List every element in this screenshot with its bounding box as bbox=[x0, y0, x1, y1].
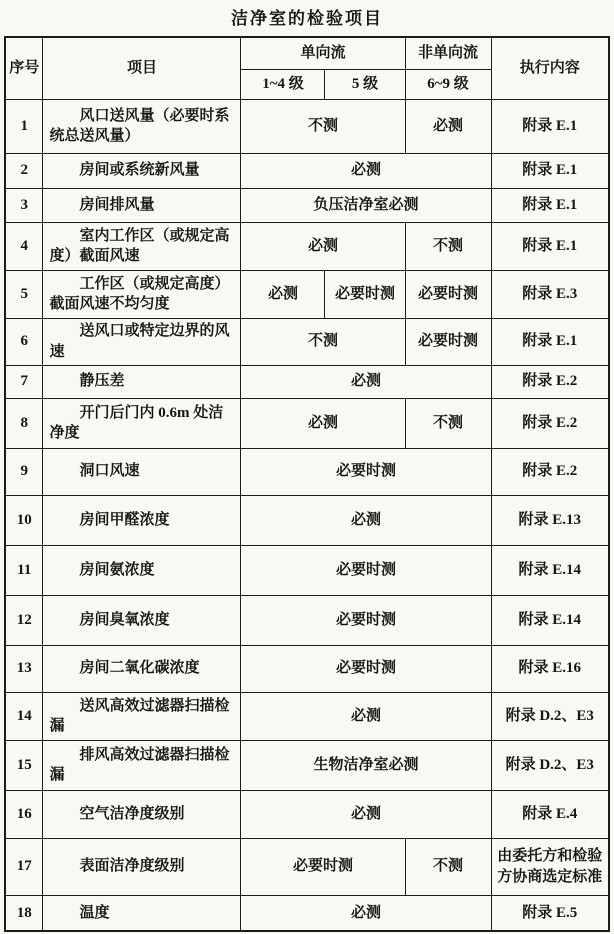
item-name-cell: 房间排风量 bbox=[43, 188, 241, 222]
item-name-cell: 房间甲醛浓度 bbox=[43, 495, 241, 545]
test-requirement-cell: 必要时测 bbox=[241, 545, 491, 595]
table-title: 洁净室的检验项目 bbox=[231, 9, 383, 28]
table-row bbox=[5, 495, 609, 545]
item-name-cell: 房间臭氧浓度 bbox=[43, 595, 241, 645]
table-row bbox=[5, 545, 609, 595]
appendix-ref-cell: 由委托方和检验方协商选定标准 bbox=[491, 838, 609, 895]
test-requirement-cell: 必要时测 bbox=[241, 838, 405, 895]
row-number-cell: 17 bbox=[5, 838, 43, 895]
appendix-ref-cell: 附录 E.2 bbox=[491, 448, 609, 495]
row-number-cell: 2 bbox=[5, 153, 43, 188]
table-row bbox=[5, 222, 609, 270]
header-item: 项目 bbox=[43, 37, 241, 99]
appendix-ref-cell: 附录 E.1 bbox=[491, 99, 609, 153]
table-row bbox=[5, 838, 609, 895]
item-name-cell: 房间氨浓度 bbox=[43, 545, 241, 595]
test-requirement-cell: 必测 bbox=[241, 692, 491, 740]
item-name-cell: 洞口风速 bbox=[43, 448, 241, 495]
table-row bbox=[5, 645, 609, 692]
test-requirement-cell: 必测 bbox=[241, 495, 491, 545]
row-number-cell: 15 bbox=[5, 740, 43, 790]
appendix-ref-cell: 附录 E.2 bbox=[491, 365, 609, 398]
test-requirement-cell: 不测 bbox=[405, 838, 491, 895]
test-requirement-cell: 必要时测 bbox=[325, 270, 405, 318]
appendix-ref-cell: 附录 E.1 bbox=[491, 318, 609, 365]
appendix-ref-cell: 附录 E.5 bbox=[491, 895, 609, 931]
header-unidirectional: 单向流 bbox=[241, 37, 405, 69]
appendix-ref-cell: 附录 E.1 bbox=[491, 222, 609, 270]
row-number-cell: 13 bbox=[5, 645, 43, 692]
table-row bbox=[5, 790, 609, 838]
appendix-ref-cell: 附录 E.3 bbox=[491, 270, 609, 318]
test-requirement-cell: 不测 bbox=[405, 398, 491, 448]
test-requirement-cell: 必测 bbox=[241, 365, 491, 398]
appendix-ref-cell: 附录 E.1 bbox=[491, 188, 609, 222]
table-row bbox=[5, 99, 609, 153]
header-row-1 bbox=[5, 37, 609, 69]
row-number-cell: 9 bbox=[5, 448, 43, 495]
row-number-cell: 18 bbox=[5, 895, 43, 931]
inspection-table bbox=[4, 36, 610, 932]
appendix-ref-cell: 附录 E.16 bbox=[491, 645, 609, 692]
table-row bbox=[5, 270, 609, 318]
table-row bbox=[5, 895, 609, 931]
table-row bbox=[5, 595, 609, 645]
row-number-cell: 8 bbox=[5, 398, 43, 448]
row-number-cell: 4 bbox=[5, 222, 43, 270]
item-name-cell: 送风口或特定边界的风速 bbox=[43, 318, 241, 365]
item-name-cell: 风口送风量（必要时系统总送风量） bbox=[43, 99, 241, 153]
table-row bbox=[5, 448, 609, 495]
row-number-cell: 11 bbox=[5, 545, 43, 595]
test-requirement-cell: 不测 bbox=[241, 99, 405, 153]
appendix-ref-cell: 附录 E.4 bbox=[491, 790, 609, 838]
row-number-cell: 7 bbox=[5, 365, 43, 398]
row-number-cell: 1 bbox=[5, 99, 43, 153]
item-name-cell: 静压差 bbox=[43, 365, 241, 398]
test-requirement-cell: 必测 bbox=[241, 153, 491, 188]
row-number-cell: 14 bbox=[5, 692, 43, 740]
test-requirement-cell: 不测 bbox=[241, 318, 405, 365]
appendix-ref-cell: 附录 E.1 bbox=[491, 153, 609, 188]
header-execution: 执行内容 bbox=[491, 37, 609, 99]
table-row bbox=[5, 692, 609, 740]
row-number-cell: 6 bbox=[5, 318, 43, 365]
test-requirement-cell: 必要时测 bbox=[241, 645, 491, 692]
header-grade-1-4: 1~4 级 bbox=[241, 69, 325, 99]
row-number-cell: 3 bbox=[5, 188, 43, 222]
test-requirement-cell: 必要时测 bbox=[405, 270, 491, 318]
header-grade-5: 5 级 bbox=[325, 69, 405, 99]
test-requirement-cell: 必测 bbox=[241, 790, 491, 838]
appendix-ref-cell: 附录 E.13 bbox=[491, 495, 609, 545]
table-header bbox=[5, 37, 609, 99]
row-number-cell: 10 bbox=[5, 495, 43, 545]
item-name-cell: 房间或系统新风量 bbox=[43, 153, 241, 188]
table-row bbox=[5, 740, 609, 790]
item-name-cell: 表面洁净度级别 bbox=[43, 838, 241, 895]
table-row bbox=[5, 398, 609, 448]
item-name-cell: 工作区（或规定高度）截面风速不均匀度 bbox=[43, 270, 241, 318]
appendix-ref-cell: 附录 D.2、E3 bbox=[491, 740, 609, 790]
item-name-cell: 排风高效过滤器扫描检漏 bbox=[43, 740, 241, 790]
item-name-cell: 空气洁净度级别 bbox=[43, 790, 241, 838]
test-requirement-cell: 必要时测 bbox=[241, 448, 491, 495]
test-requirement-cell: 必测 bbox=[241, 895, 491, 931]
test-requirement-cell: 负压洁净室必测 bbox=[241, 188, 491, 222]
item-name-cell: 房间二氧化碳浓度 bbox=[43, 645, 241, 692]
appendix-ref-cell: 附录 D.2、E3 bbox=[491, 692, 609, 740]
row-number-cell: 16 bbox=[5, 790, 43, 838]
item-name-cell: 温度 bbox=[43, 895, 241, 931]
table-row bbox=[5, 188, 609, 222]
test-requirement-cell: 不测 bbox=[405, 222, 491, 270]
table-row bbox=[5, 153, 609, 188]
appendix-ref-cell: 附录 E.14 bbox=[491, 545, 609, 595]
header-non-unidirectional: 非单向流 bbox=[405, 37, 491, 69]
item-name-cell: 开门后门内 0.6m 处洁净度 bbox=[43, 398, 241, 448]
item-name-cell: 室内工作区（或规定高度）截面风速 bbox=[43, 222, 241, 270]
row-number-cell: 12 bbox=[5, 595, 43, 645]
appendix-ref-cell: 附录 E.14 bbox=[491, 595, 609, 645]
test-requirement-cell: 必测 bbox=[241, 222, 405, 270]
test-requirement-cell: 必要时测 bbox=[241, 595, 491, 645]
table-row bbox=[5, 365, 609, 398]
table-row bbox=[5, 318, 609, 365]
table-body bbox=[5, 99, 609, 931]
row-number-cell: 5 bbox=[5, 270, 43, 318]
test-requirement-cell: 必要时测 bbox=[405, 318, 491, 365]
test-requirement-cell: 必测 bbox=[241, 398, 405, 448]
appendix-ref-cell: 附录 E.2 bbox=[491, 398, 609, 448]
test-requirement-cell: 必测 bbox=[241, 270, 325, 318]
header-grade-6-9: 6~9 级 bbox=[405, 69, 491, 99]
test-requirement-cell: 生物洁净室必测 bbox=[241, 740, 491, 790]
test-requirement-cell: 必测 bbox=[405, 99, 491, 153]
item-name-cell: 送风高效过滤器扫描检漏 bbox=[43, 692, 241, 740]
header-serial: 序号 bbox=[5, 37, 43, 99]
